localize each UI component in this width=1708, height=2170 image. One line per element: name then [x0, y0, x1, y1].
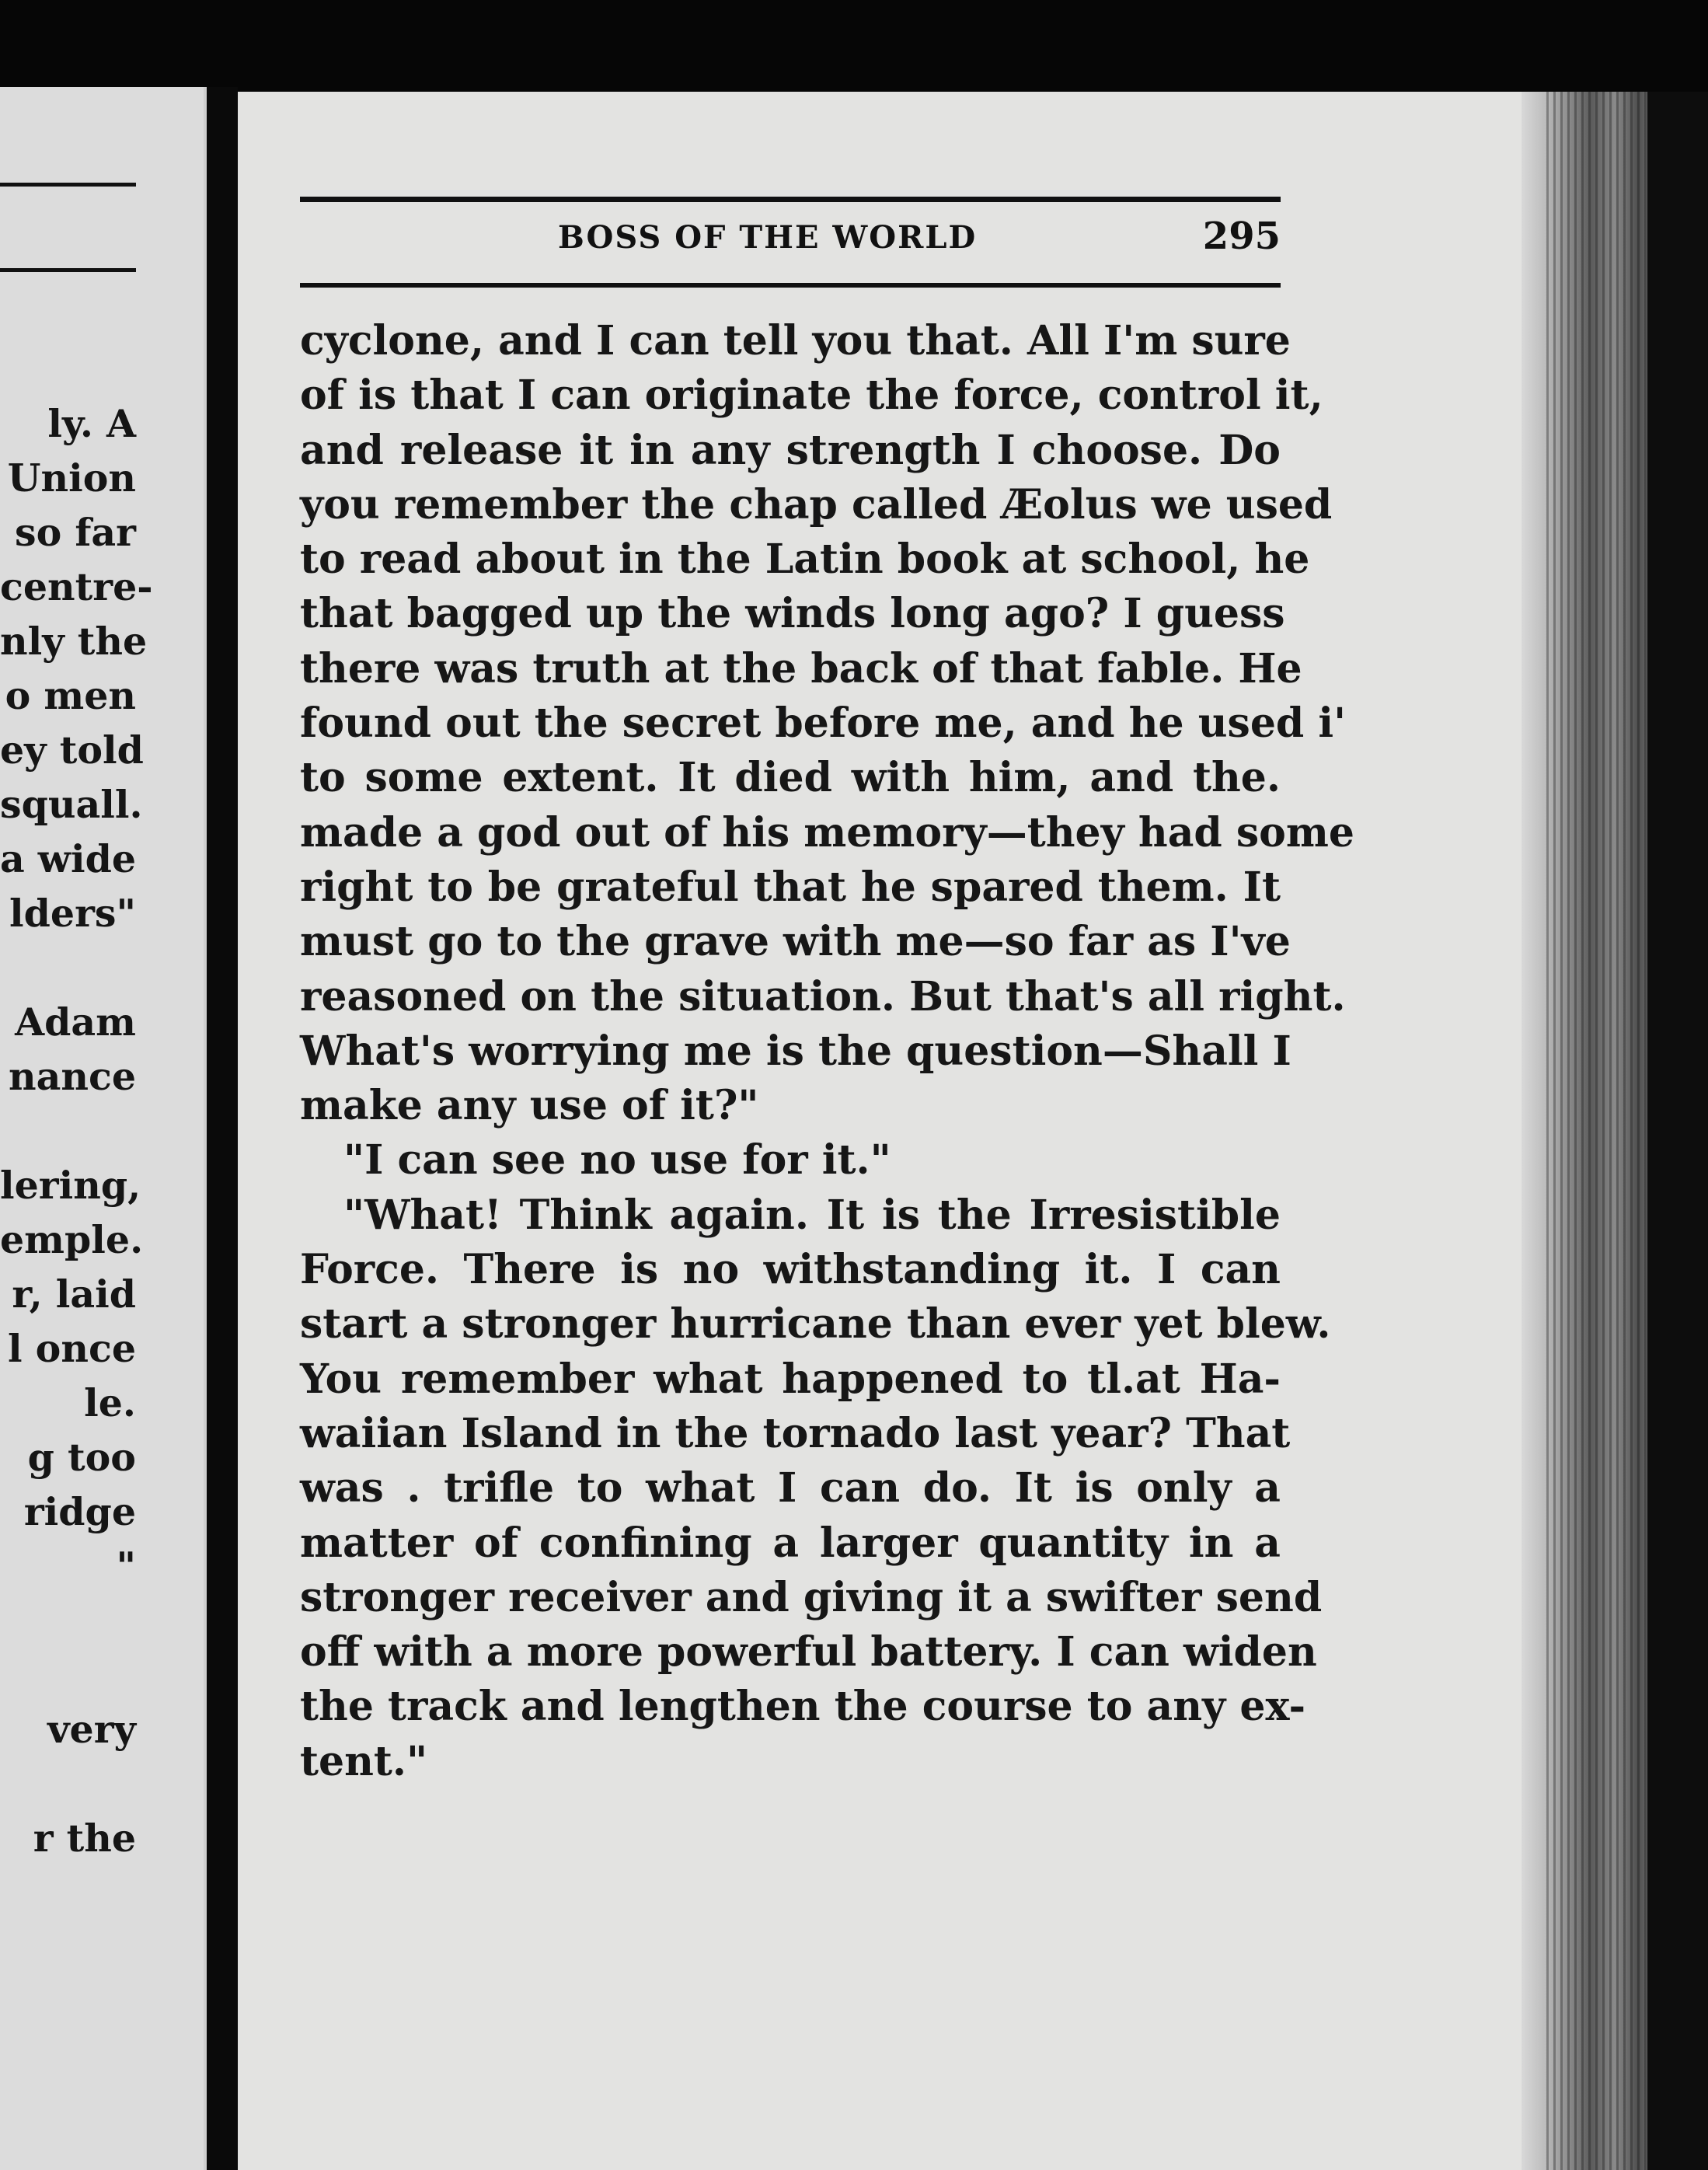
scan-right-border: [1647, 92, 1708, 2170]
left-page-line: ly. A: [47, 401, 136, 446]
left-page-line: Adam: [15, 1000, 136, 1045]
left-page-line: lering,: [0, 1163, 141, 1208]
text-line: to some extent. It died with him, and the.: [300, 754, 1281, 802]
text-line: reasoned on the situation. But that's all right.: [300, 972, 1346, 1020]
book-gutter: [207, 87, 238, 2170]
left-page-line: lders": [9, 891, 136, 936]
left-page-line: squall.: [0, 782, 143, 827]
text-line: What's worrying me is the question—Shall I: [300, 1027, 1291, 1075]
left-page-line: l once: [8, 1326, 136, 1371]
text-line: cyclone, and I can tell you that. All I'm sure: [300, 317, 1291, 365]
left-page-line: emple.: [0, 1217, 144, 1262]
text-line: the track and lengthen the course to any ex-: [300, 1683, 1306, 1731]
left-page-line: a wide: [0, 836, 137, 881]
left-page-line: nance: [8, 1054, 136, 1099]
text-line: made a god out of his memory—they had some: [300, 808, 1354, 856]
left-page-line: ": [116, 1544, 136, 1589]
text-line: make any use of it?": [300, 1082, 759, 1130]
left-page-line: centre-: [0, 564, 153, 609]
text-line: waiian Island in the tornado last year? That: [300, 1409, 1291, 1457]
text-line: You remember what happened to tl.at Ha-: [300, 1355, 1281, 1403]
left-page-line: very: [47, 1707, 136, 1752]
text-line: of is that I can originate the force, control it,: [300, 372, 1323, 420]
left-page-header-rule-lower: [0, 268, 136, 272]
left-page-line: ridge: [23, 1489, 136, 1534]
text-line: and release it in any strength I choose. Do: [300, 426, 1281, 474]
text-line: tent.": [300, 1737, 428, 1785]
left-page-line: [0, 1593, 136, 1648]
left-page-line: g too: [27, 1435, 136, 1480]
text-line: was . trifle to what I can do. It is only a: [300, 1464, 1281, 1512]
running-head: BOSS OF THE WORLD: [558, 219, 978, 256]
body-text: [300, 314, 1354, 1789]
left-page-line: [0, 1104, 136, 1158]
book-page: [238, 92, 1522, 2170]
scan-top-border: [0, 0, 1708, 92]
text-line: you remember the chap called Æolus we used: [300, 480, 1333, 529]
left-facing-page: [0, 87, 207, 2170]
header-rule-top: [300, 197, 1281, 202]
left-page-line: [0, 1648, 136, 1702]
left-page-line: [0, 940, 136, 995]
text-line: "I can see no use for it.": [343, 1136, 891, 1184]
text-line: off with a more powerful battery. I can widen: [300, 1628, 1317, 1676]
left-page-line: le.: [84, 1380, 136, 1425]
text-line: found out the secret before me, and he used i': [300, 699, 1347, 748]
left-page-text: [0, 396, 153, 1865]
left-page-line: nly the: [0, 619, 148, 664]
text-line: right to be grateful that he spared them. It: [300, 863, 1281, 911]
left-page-header-rule: [0, 183, 136, 187]
left-page-line: ey told: [0, 727, 144, 773]
left-page-line: r, laid: [12, 1272, 136, 1317]
text-line: start a stronger hurricane than ever yet blew.: [300, 1300, 1331, 1348]
header-rule-bottom: [300, 283, 1281, 288]
text-line: must go to the grave with me—so far as I've: [300, 918, 1291, 966]
page-number: 295: [1202, 215, 1281, 258]
text-line: stronger receiver and giving it a swifter send: [300, 1573, 1323, 1621]
left-page-line: so far: [15, 510, 136, 555]
text-line: "What! Think again. It is the Irresistible: [343, 1191, 1281, 1239]
text-line: matter of confining a larger quantity in a: [300, 1519, 1281, 1567]
left-page-line: o men: [5, 673, 136, 718]
text-line: there was truth at the back of that fable. He: [300, 644, 1302, 693]
text-line: to read about in the Latin book at school, he: [300, 536, 1310, 584]
text-line: that bagged up the winds long ago? I guess: [300, 590, 1285, 638]
text-line: Force. There is no withstanding it. I can: [300, 1246, 1281, 1294]
left-page-line: Union: [7, 455, 136, 501]
left-page-line: [0, 1757, 136, 1811]
left-page-line: r the: [33, 1816, 136, 1861]
